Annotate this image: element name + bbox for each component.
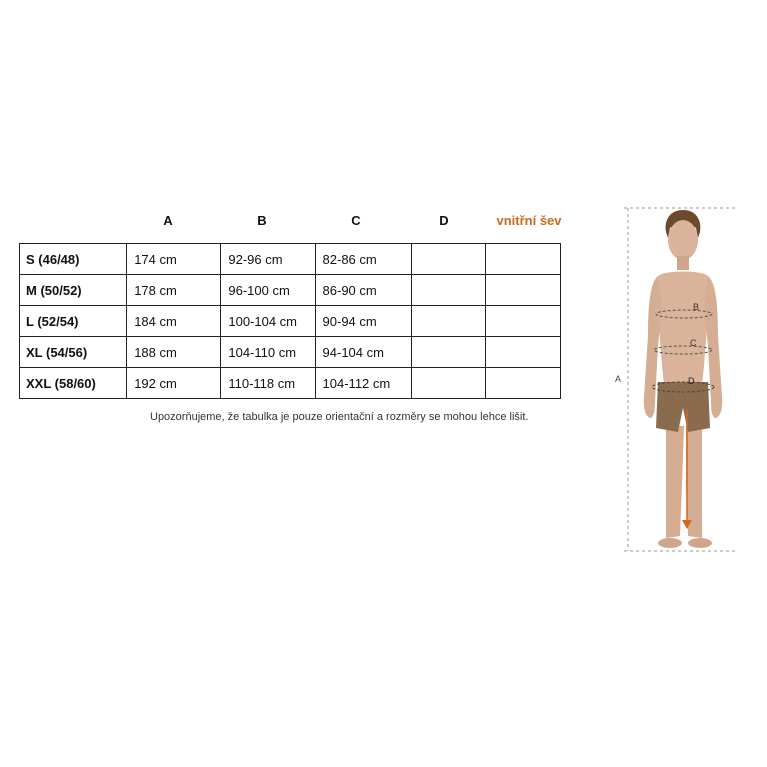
label-d: D (688, 376, 695, 386)
table-row (20, 337, 561, 368)
cell-b: 92-96 cm (221, 244, 315, 275)
right-foot (688, 538, 712, 548)
cell-inseam (485, 337, 560, 368)
column-header-b: B (257, 213, 267, 228)
label-a: A (615, 374, 622, 384)
table-row (20, 275, 561, 306)
cell-b: 104-110 cm (221, 337, 315, 368)
size-label: M (50/52) (20, 275, 127, 306)
cell-d (411, 275, 485, 306)
left-leg (666, 426, 684, 538)
cell-a: 184 cm (127, 306, 221, 337)
cell-c: 90-94 cm (315, 306, 411, 337)
column-header-c: C (351, 213, 361, 228)
neck (677, 256, 689, 270)
cell-c: 82-86 cm (315, 244, 411, 275)
label-c: C (690, 338, 697, 348)
size-label: S (46/48) (20, 244, 127, 275)
cell-inseam (485, 368, 560, 399)
shorts (656, 382, 710, 432)
cell-a: 178 cm (127, 275, 221, 306)
cell-c: 104-112 cm (315, 368, 411, 399)
column-header-d: D (439, 213, 449, 228)
cell-b: 100-104 cm (221, 306, 315, 337)
cell-c: 86-90 cm (315, 275, 411, 306)
measurement-figure (610, 196, 755, 568)
cell-a: 174 cm (127, 244, 221, 275)
column-header-a: A (163, 213, 173, 228)
cell-b: 96-100 cm (221, 275, 315, 306)
body-illustration (610, 196, 755, 568)
disclaimer-note: Upozorňujeme, že tabulka je pouze orientační a rozměry se mohou lehce lišit. (150, 411, 529, 423)
cell-d (411, 368, 485, 399)
cell-b: 110-118 cm (221, 368, 315, 399)
cell-c: 94-104 cm (315, 337, 411, 368)
head (668, 220, 698, 260)
cell-inseam (485, 244, 560, 275)
cell-d (411, 244, 485, 275)
size-label: XL (54/56) (20, 337, 127, 368)
table-row (20, 368, 561, 399)
cell-inseam (485, 306, 560, 337)
cell-a: 188 cm (127, 337, 221, 368)
size-table (19, 243, 561, 399)
cell-inseam (485, 275, 560, 306)
label-b: B (693, 302, 700, 312)
size-label: L (52/54) (20, 306, 127, 337)
left-foot (658, 538, 682, 548)
size-label: XXL (58/60) (20, 368, 127, 399)
column-header-inseam: vnitřní šev (496, 213, 562, 228)
table-row (20, 306, 561, 337)
torso (658, 272, 708, 385)
cell-d (411, 337, 485, 368)
cell-d (411, 306, 485, 337)
table-row (20, 244, 561, 275)
cell-a: 192 cm (127, 368, 221, 399)
